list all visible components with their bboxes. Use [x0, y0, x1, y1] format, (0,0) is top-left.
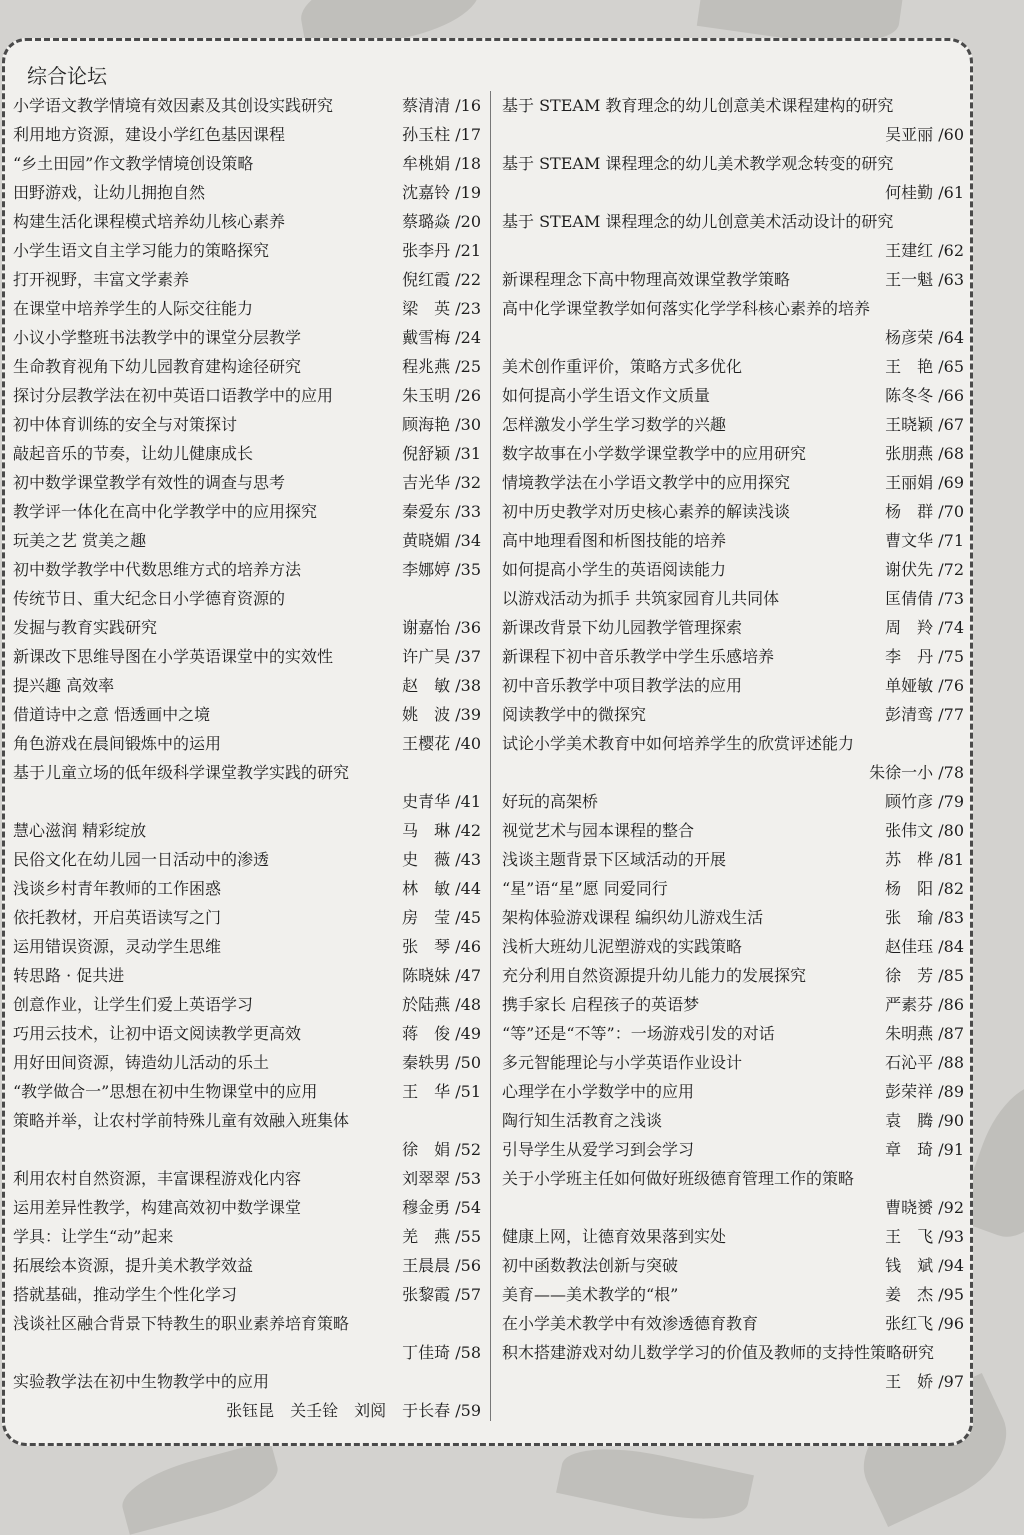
entry-author-page: 王晓颖 /67	[885, 415, 964, 434]
entry-title: 策略并举，让农村学前特殊儿童有效融入班集体	[13, 1111, 350, 1130]
entry-author-page: 袁 腾 /90	[885, 1111, 964, 1130]
entry-author-page: 王 娇 /97	[885, 1372, 964, 1391]
entry-title: 多元智能理论与小学英语作业设计	[502, 1053, 743, 1072]
entry-author-page: 沈嘉铃 /19	[402, 183, 481, 202]
contents-entry	[502, 410, 964, 439]
entry-title: 教学评一体化在高中化学教学中的应用探究	[13, 502, 318, 521]
entry-author-page: 王丽娟 /69	[885, 473, 964, 492]
entry-title: 小学语文教学情境有效因素及其创设实践研究	[13, 96, 334, 115]
entry-title: 转思路 · 促共进	[13, 966, 125, 985]
entry-title: 新课改下思维导图在小学英语课堂中的实效性	[13, 647, 334, 666]
contents-entry	[13, 91, 481, 120]
entry-title: 基于儿童立场的低年级科学课堂教学实践的研究	[13, 763, 350, 782]
entry-author-page: 钱 斌 /94	[885, 1256, 964, 1275]
contents-entry	[502, 961, 964, 990]
entry-author-page: 李 丹 /75	[885, 647, 964, 666]
contents-entry	[13, 207, 481, 236]
entry-author-page: 蒋 俊 /49	[402, 1024, 481, 1043]
contents-entry	[13, 1019, 481, 1048]
contents-entry	[13, 613, 481, 642]
contents-entry	[13, 352, 481, 381]
entry-author-page: 单娅敏 /76	[885, 676, 964, 695]
entry-title: 基于 STEAM 课程理念的幼儿美术教学观念转变的研究	[502, 154, 894, 173]
entry-author-page: 倪红霞 /22	[402, 270, 481, 289]
entry-author-page: 蔡璐焱 /20	[402, 212, 481, 231]
contents-entry	[502, 1135, 964, 1164]
entry-title: 巧用云技术，让初中语文阅读教学更高效	[13, 1024, 302, 1043]
entry-author-page: 杨 阳 /82	[885, 879, 964, 898]
entry-author-page: 石沁平 /88	[885, 1053, 964, 1072]
entry-title: 生命教育视角下幼儿园教育建构途径研究	[13, 357, 302, 376]
background-leaf-decoration	[556, 1436, 754, 1532]
contents-entry	[13, 1251, 481, 1280]
entry-author-page: 苏 桦 /81	[885, 850, 964, 869]
contents-entry	[502, 787, 964, 816]
entry-author-page: 杨彦荣 /64	[885, 328, 964, 347]
entry-title: 架构体验游戏课程 编织幼儿游戏生活	[502, 908, 764, 927]
entry-author-page: 朱徐一小 /78	[869, 763, 964, 782]
entry-title: 高中地理看图和析图技能的培养	[502, 531, 727, 550]
entry-title: 情境教学法在小学语文教学中的应用探究	[502, 473, 791, 492]
entry-title: 角色游戏在晨间锻炼中的运用	[13, 734, 222, 753]
contents-entry	[502, 671, 964, 700]
entry-author-page: 王晨晨 /56	[402, 1256, 481, 1275]
section-title: 综合论坛	[27, 64, 107, 88]
entry-title: 初中数学教学中代数思维方式的培养方法	[13, 560, 302, 579]
entry-title: 敲起音乐的节奏，让幼儿健康成长	[13, 444, 254, 463]
entry-author-page: 彭荣祥 /89	[885, 1082, 964, 1101]
background-leaf-decoration	[116, 1440, 285, 1535]
entry-title: 基于 STEAM 教育理念的幼儿创意美术课程建构的研究	[502, 96, 894, 115]
entry-title: 运用差异性教学，构建高效初中数学课堂	[13, 1198, 302, 1217]
contents-entry	[13, 236, 481, 265]
contents-entry	[13, 381, 481, 410]
entry-title: 关于小学班主任如何做好班级德育管理工作的策略	[502, 1169, 855, 1188]
contents-panel	[2, 38, 973, 1446]
contents-entry	[13, 555, 481, 584]
entry-title: 构建生活化课程模式培养幼儿核心素养	[13, 212, 286, 231]
entry-title: 初中数学课堂教学有效性的调查与思考	[13, 473, 286, 492]
entry-author-page: 房 莹 /45	[402, 908, 481, 927]
contents-entry	[502, 613, 964, 642]
entry-title: 学具：让学生“动”起来	[13, 1227, 174, 1246]
contents-entry	[502, 352, 964, 381]
contents-entry	[502, 265, 964, 294]
entry-author-page: 吉光华 /32	[402, 473, 481, 492]
entry-title: 搭就基础，推动学生个性化学习	[13, 1285, 238, 1304]
contents-entry	[502, 990, 964, 1019]
contents-entry	[502, 729, 964, 787]
entry-title: 初中体育训练的安全与对策探讨	[13, 415, 238, 434]
entry-author-page: 何桂勤 /61	[885, 183, 964, 202]
contents-entry	[502, 700, 964, 729]
left-column	[13, 91, 481, 1425]
entry-title: 拓展绘本资源，提升美术教学效益	[13, 1256, 254, 1275]
contents-entry	[13, 903, 481, 932]
entry-title: 创意作业，让学生们爱上英语学习	[13, 995, 254, 1014]
entry-title: 携手家长 启程孩子的英语梦	[502, 995, 700, 1014]
entry-title: 基于 STEAM 课程理念的幼儿创意美术活动设计的研究	[502, 212, 894, 231]
entry-author-page: 牟桃娟 /18	[402, 154, 481, 173]
entry-author-page: 丁佳琦 /58	[402, 1343, 481, 1362]
entry-title: 利用农村自然资源，丰富课程游戏化内容	[13, 1169, 302, 1188]
entry-author-page: 张 瑜 /83	[885, 908, 964, 927]
entry-author-page: 秦轶男 /50	[402, 1053, 481, 1072]
contents-entry	[13, 990, 481, 1019]
entry-title: 心理学在小学数学中的应用	[502, 1082, 695, 1101]
entry-title: 初中历史教学对历史核心素养的解读浅谈	[502, 502, 791, 521]
entry-title: 实验教学法在初中生物教学中的应用	[13, 1372, 270, 1391]
entry-title: 在课堂中培养学生的人际交往能力	[13, 299, 254, 318]
contents-entry	[502, 1019, 964, 1048]
contents-entry	[13, 845, 481, 874]
contents-entry	[13, 729, 481, 758]
entry-author-page: 张黎霞 /57	[402, 1285, 481, 1304]
contents-entry	[502, 207, 964, 265]
entry-title: 浅谈主题背景下区域活动的开展	[502, 850, 727, 869]
contents-entry	[502, 1106, 964, 1135]
entry-author-page: 张李丹 /21	[402, 241, 481, 260]
contents-entry	[502, 1222, 964, 1251]
entry-author-page: 张红飞 /96	[885, 1314, 964, 1333]
entry-author-page: 吴亚丽 /60	[885, 125, 964, 144]
entry-title: 视觉艺术与园本课程的整合	[502, 821, 695, 840]
contents-entry	[502, 1338, 964, 1396]
contents-entry	[502, 439, 964, 468]
contents-entry	[13, 700, 481, 729]
contents-entry	[502, 584, 964, 613]
entry-author-page: 张 琴 /46	[402, 937, 481, 956]
entry-author-page: 张钰昆 关壬铨 刘阅 于长春 /59	[226, 1401, 481, 1420]
entry-author-page: 徐 芳 /85	[885, 966, 964, 985]
entry-title: 好玩的高架桥	[502, 792, 599, 811]
entry-title: 新课程下初中音乐教学中学生乐感培养	[502, 647, 775, 666]
entry-title: 在小学美术教学中有效渗透德育教育	[502, 1314, 759, 1333]
contents-entry	[502, 91, 964, 149]
entry-author-page: 梁 英 /23	[402, 299, 481, 318]
contents-entry	[13, 1193, 481, 1222]
contents-entry	[13, 1077, 481, 1106]
entry-author-page: 曹文华 /71	[885, 531, 964, 550]
entry-title: 运用错误资源，灵动学生思维	[13, 937, 222, 956]
entry-title: 以游戏活动为抓手 共筑家园育儿共同体	[502, 589, 780, 608]
contents-entry	[13, 1309, 481, 1367]
contents-entry	[502, 845, 964, 874]
contents-entry	[13, 1164, 481, 1193]
entry-author-page: 赵 敏 /38	[402, 676, 481, 695]
entry-author-page: 张伟文 /80	[885, 821, 964, 840]
contents-entry	[13, 526, 481, 555]
entry-title: 积木搭建游戏对幼儿数学学习的价值及教师的支持性策略研究	[502, 1343, 935, 1362]
entry-author-page: 孙玉柱 /17	[402, 125, 481, 144]
entry-author-page: 穆金勇 /54	[402, 1198, 481, 1217]
entry-title: 提兴趣 高效率	[13, 676, 115, 695]
contents-entry	[502, 149, 964, 207]
entry-author-page: 戴雪梅 /24	[402, 328, 481, 347]
contents-entry	[502, 1251, 964, 1280]
contents-entry	[13, 1367, 481, 1425]
entry-title: “乡土田园”作文教学情境创设策略	[13, 154, 254, 173]
entry-title: 初中函数教法创新与突破	[502, 1256, 679, 1275]
entry-title: 打开视野，丰富文学素养	[13, 270, 190, 289]
contents-entry	[13, 932, 481, 961]
entry-title: 如何提高小学生语文作文质量	[502, 386, 711, 405]
entry-author-page: 陈晓妹 /47	[402, 966, 481, 985]
entry-author-page: 谢伏先 /72	[885, 560, 964, 579]
entry-author-page: 王建红 /62	[885, 241, 964, 260]
contents-entry	[13, 410, 481, 439]
entry-author-page: 史青华 /41	[402, 792, 481, 811]
entry-title: 数字故事在小学数学课堂教学中的应用研究	[502, 444, 807, 463]
entry-author-page: 曹晓赟 /92	[885, 1198, 964, 1217]
entry-title: 引导学生从爱学习到会学习	[502, 1140, 695, 1159]
entry-author-page: 陈冬冬 /66	[885, 386, 964, 405]
entry-title: 美育——美术教学的“根”	[502, 1285, 679, 1304]
entry-title: 怎样激发小学生学习数学的兴趣	[502, 415, 727, 434]
contents-entry	[502, 874, 964, 903]
entry-author-page: 章 琦 /91	[885, 1140, 964, 1159]
contents-entry	[502, 555, 964, 584]
contents-entry	[13, 816, 481, 845]
entry-author-page: 许广昊 /37	[402, 647, 481, 666]
entry-title: 初中音乐教学中项目教学法的应用	[502, 676, 743, 695]
entry-author-page: 王 艳 /65	[885, 357, 964, 376]
contents-entry	[13, 758, 481, 816]
entry-author-page: 张朋燕 /68	[885, 444, 964, 463]
contents-entry	[502, 497, 964, 526]
entry-author-page: 朱明燕 /87	[885, 1024, 964, 1043]
entry-author-page: 马 琳 /42	[402, 821, 481, 840]
contents-entry	[13, 1048, 481, 1077]
entry-title: “星”语“星”愿 同爱同行	[502, 879, 668, 898]
entry-author-page: 徐 娟 /52	[402, 1140, 481, 1159]
contents-entry	[13, 294, 481, 323]
entry-author-page: 林 敏 /44	[402, 879, 481, 898]
entry-author-page: 朱玉明 /26	[402, 386, 481, 405]
contents-entry	[502, 1280, 964, 1309]
entry-author-page: 匡倩倩 /73	[885, 589, 964, 608]
contents-entry	[13, 265, 481, 294]
entry-title: 高中化学课堂教学如何落实化学学科核心素养的培养	[502, 299, 871, 318]
entry-title: 用好田间资源，铸造幼儿活动的乐土	[13, 1053, 270, 1072]
entry-title: 浅谈社区融合背景下特教生的职业素养培育策略	[13, 1314, 350, 1333]
contents-entry	[502, 1077, 964, 1106]
entry-title: 试论小学美术教育中如何培养学生的欣赏评述能力	[502, 734, 855, 753]
entry-title: 玩美之艺 赏美之趣	[13, 531, 147, 550]
entry-author-page: 羌 燕 /55	[402, 1227, 481, 1246]
contents-entry	[502, 903, 964, 932]
entry-author-page: 姜 杰 /95	[885, 1285, 964, 1304]
contents-entry	[13, 1280, 481, 1309]
contents-entry	[502, 468, 964, 497]
entry-title: 健康上网，让德育效果落到实处	[502, 1227, 727, 1246]
entry-title: 如何提高小学生的英语阅读能力	[502, 560, 727, 579]
entry-title: 浅谈乡村青年教师的工作困惑	[13, 879, 222, 898]
entry-author-page: 姚 波 /39	[402, 705, 481, 724]
contents-entry	[13, 323, 481, 352]
contents-entry	[502, 932, 964, 961]
entry-title: 新课程理念下高中物理高效课堂教学策略	[502, 270, 791, 289]
contents-entry	[502, 642, 964, 671]
entry-title: “等”还是“不等”：一场游戏引发的对话	[502, 1024, 775, 1043]
contents-entry	[502, 816, 964, 845]
entry-author-page: 王 飞 /93	[885, 1227, 964, 1246]
entry-title: 浅析大班幼儿泥塑游戏的实践策略	[502, 937, 743, 956]
entry-title: 利用地方资源，建设小学红色基因课程	[13, 125, 286, 144]
contents-entry	[13, 120, 481, 149]
contents-entry	[13, 671, 481, 700]
entry-title: 小议小学整班书法教学中的课堂分层教学	[13, 328, 302, 347]
contents-entry	[502, 1309, 964, 1338]
contents-entry	[13, 874, 481, 903]
contents-entry	[13, 497, 481, 526]
entry-author-page: 程兆燕 /25	[402, 357, 481, 376]
contents-entry	[13, 149, 481, 178]
contents-entry	[13, 439, 481, 468]
entry-author-page: 史 薇 /43	[402, 850, 481, 869]
entry-author-page: 严素芬 /86	[885, 995, 964, 1014]
entry-author-page: 黄晓媚 /34	[402, 531, 481, 550]
entry-title: 田野游戏，让幼儿拥抱自然	[13, 183, 206, 202]
entry-title: 美术创作重评价，策略方式多优化	[502, 357, 743, 376]
entry-author-page: 王一魁 /63	[885, 270, 964, 289]
entry-author-page: 秦爱东 /33	[402, 502, 481, 521]
entry-title: 慧心滋润 精彩绽放	[13, 821, 147, 840]
column-divider	[490, 91, 491, 1421]
entry-title: 民俗文化在幼儿园一日活动中的渗透	[13, 850, 270, 869]
contents-entry	[13, 584, 481, 613]
entry-author-page: 王 华 /51	[402, 1082, 481, 1101]
contents-entry	[13, 961, 481, 990]
entry-title: 充分利用自然资源提升幼儿能力的发展探究	[502, 966, 807, 985]
right-column	[502, 91, 964, 1396]
contents-entry	[502, 381, 964, 410]
contents-entry	[502, 1048, 964, 1077]
entry-title: 传统节日、重大纪念日小学德育资源的	[13, 589, 286, 608]
entry-title: 发掘与教育实践研究	[13, 618, 158, 637]
entry-author-page: 王樱花 /40	[402, 734, 481, 753]
entry-title: 新课改背景下幼儿园教学管理探索	[502, 618, 743, 637]
entry-title: 探讨分层教学法在初中英语口语教学中的应用	[13, 386, 334, 405]
entry-author-page: 李娜婷 /35	[402, 560, 481, 579]
entry-author-page: 倪舒颖 /31	[402, 444, 481, 463]
entry-author-page: 蔡清清 /16	[402, 96, 481, 115]
entry-author-page: 赵佳珏 /84	[885, 937, 964, 956]
entry-author-page: 彭清鸾 /77	[885, 705, 964, 724]
entry-author-page: 顾海艳 /30	[402, 415, 481, 434]
entry-title: “教学做合一”思想在初中生物课堂中的应用	[13, 1082, 318, 1101]
contents-entry	[13, 178, 481, 207]
entry-author-page: 杨 群 /70	[885, 502, 964, 521]
entry-title: 借道诗中之意 悟透画中之境	[13, 705, 211, 724]
contents-entry	[13, 1106, 481, 1164]
contents-entry	[502, 1164, 964, 1222]
contents-entry	[502, 294, 964, 352]
entry-author-page: 於陆燕 /48	[402, 995, 481, 1014]
contents-entry	[13, 468, 481, 497]
entry-title: 小学生语文自主学习能力的策略探究	[13, 241, 270, 260]
entry-author-page: 周 羚 /74	[885, 618, 964, 637]
entry-author-page: 刘翠翠 /53	[402, 1169, 481, 1188]
entry-title: 陶行知生活教育之浅谈	[502, 1111, 663, 1130]
contents-entry	[502, 526, 964, 555]
contents-entry	[13, 642, 481, 671]
entry-title: 依托教材，开启英语读写之门	[13, 908, 222, 927]
entry-author-page: 顾竹彦 /79	[885, 792, 964, 811]
contents-entry	[13, 1222, 481, 1251]
entry-author-page: 谢嘉怡 /36	[402, 618, 481, 637]
entry-title: 阅读教学中的微探究	[502, 705, 647, 724]
